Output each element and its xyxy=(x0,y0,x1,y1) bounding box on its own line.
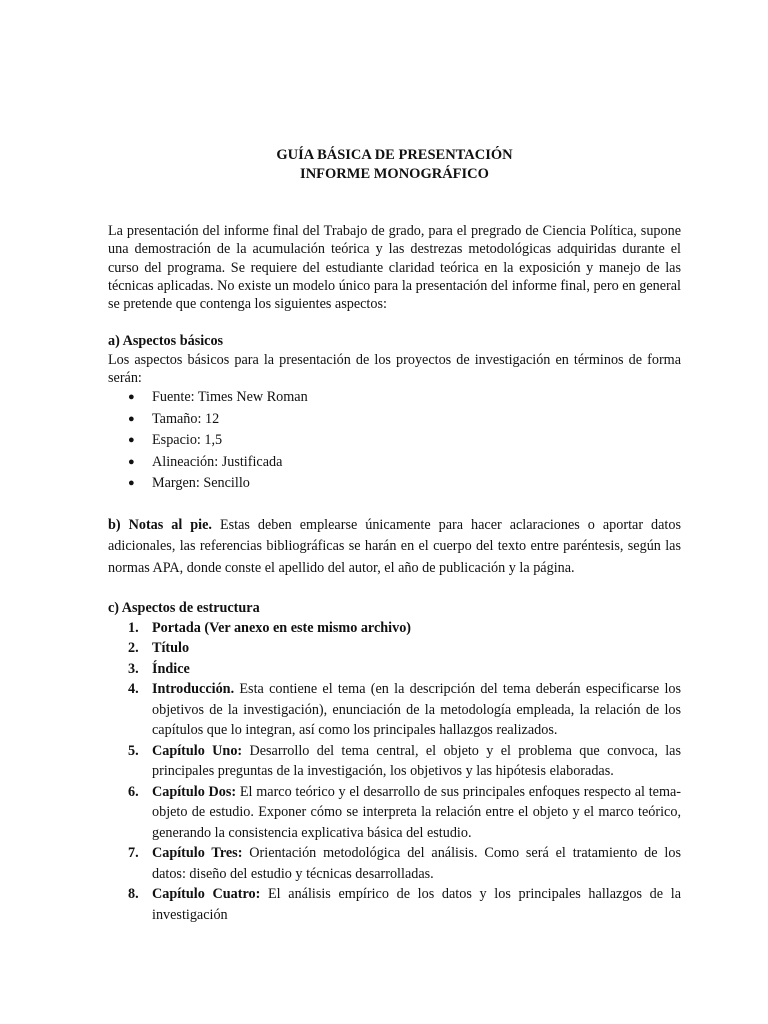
list-item xyxy=(128,638,681,659)
item-label: Capítulo Tres: xyxy=(152,845,243,862)
item-text: El análisis empírico de los datos y los principales hallazgos de la investigación xyxy=(152,886,681,923)
item-number: 5. xyxy=(128,742,139,759)
format-bullet-list xyxy=(108,387,681,495)
item-label: Capítulo Uno: xyxy=(152,742,243,759)
item-text: Desarrollo del tema central, el objeto y el problema que convoca, las principales preguntas de la investigación, los objetivos y las hipótesis elaboradas. xyxy=(152,742,682,780)
title-line-2: INFORME MONOGRÁFICO xyxy=(300,165,489,182)
section-a-heading: a) Aspectos básicos xyxy=(108,333,224,350)
list-item xyxy=(128,843,681,884)
item-number: 3. xyxy=(128,660,139,677)
bullet-icon: ● xyxy=(128,477,135,490)
bullet-text: Tamaño: 12 xyxy=(152,410,220,427)
intro-paragraph: La presentación del informe final del Trabajo de grado, para el pregrado de Ciencia Política, supone una demostración de la acumulación teórica y las destrezas metodológicas adquiridas durante el curso del programa. Se requiere del estudiante claridad teórica en la exposición y manejo de las técnicas aplicadas. No existe un modelo único para la presentación del informe final, pero en general se pretende que contenga los siguientes aspectos: xyxy=(108,223,681,313)
section-a xyxy=(108,332,681,494)
bullet-text: Alineación: Justificada xyxy=(152,453,283,470)
section-b-text: Estas deben emplearse únicamente para hacer aclaraciones o aportar datos adicionales, las referencias bibliográficas se harán en el cuerpo del texto entre paréntesis, según las normas APA, donde conste el apellido del autor, el año de publicación y la página. xyxy=(108,516,681,576)
item-number: 6. xyxy=(128,783,139,800)
bullet-icon: ● xyxy=(128,434,135,447)
list-item xyxy=(128,387,681,409)
structure-list xyxy=(108,618,681,926)
list-item xyxy=(128,884,681,925)
list-item xyxy=(128,409,681,431)
list-item xyxy=(128,430,681,452)
item-number: 7. xyxy=(128,845,139,862)
section-b xyxy=(108,515,681,580)
list-item xyxy=(128,659,681,680)
item-label: Introducción. xyxy=(152,681,235,698)
item-number: 8. xyxy=(128,886,139,903)
item-label: Título xyxy=(152,640,190,657)
bullet-text: Fuente: Times New Roman xyxy=(152,389,308,406)
list-item xyxy=(128,679,681,741)
bullet-text: Margen: Sencillo xyxy=(152,475,250,492)
item-number: 4. xyxy=(128,681,139,698)
list-item xyxy=(128,741,681,782)
item-label: Capítulo Dos: xyxy=(152,783,237,800)
section-c xyxy=(108,599,681,925)
section-a-text: Los aspectos básicos para la presentación de los proyectos de investigación en términos de forma serán: xyxy=(108,351,681,387)
list-item xyxy=(128,782,681,844)
item-number: 2. xyxy=(128,640,139,657)
section-c-heading: c) Aspectos de estructura xyxy=(108,600,260,617)
bullet-text: Espacio: 1,5 xyxy=(152,432,223,449)
item-label: Capítulo Cuatro: xyxy=(152,886,261,903)
item-text: El marco teórico y el desarrollo de sus principales enfoques respecto al tema-objeto de estudio. Exponer cómo se interpreta la relación entre el objeto y el marco teórico, generando la consistencia explicativa básica del estudio. xyxy=(152,783,681,841)
item-label: Índice xyxy=(152,660,190,677)
document-title xyxy=(108,146,681,183)
list-item xyxy=(128,452,681,474)
item-number: 1. xyxy=(128,619,139,636)
bullet-icon: ● xyxy=(128,412,135,425)
list-item xyxy=(128,473,681,495)
item-text: Esta contiene el tema (en la descripción del tema deberán especificarse los objetivos de la investigación), enunciación de la metodología empleada, la relación de los capítulos que lo integran, así como los principales hallazgos realizados. xyxy=(152,681,681,739)
title-line-1: GUÍA BÁSICA DE PRESENTACIÓN xyxy=(276,147,513,163)
list-item xyxy=(128,618,681,639)
bullet-icon: ● xyxy=(128,391,135,404)
bullet-icon: ● xyxy=(128,455,135,468)
item-text: Orientación metodológica del análisis. Como será el tratamiento de los datos: diseño del estudio y técnicas desarrolladas. xyxy=(152,845,681,882)
item-label: Portada (Ver anexo en este mismo archivo) xyxy=(152,619,412,636)
section-b-heading: b) Notas al pie. xyxy=(108,516,212,533)
